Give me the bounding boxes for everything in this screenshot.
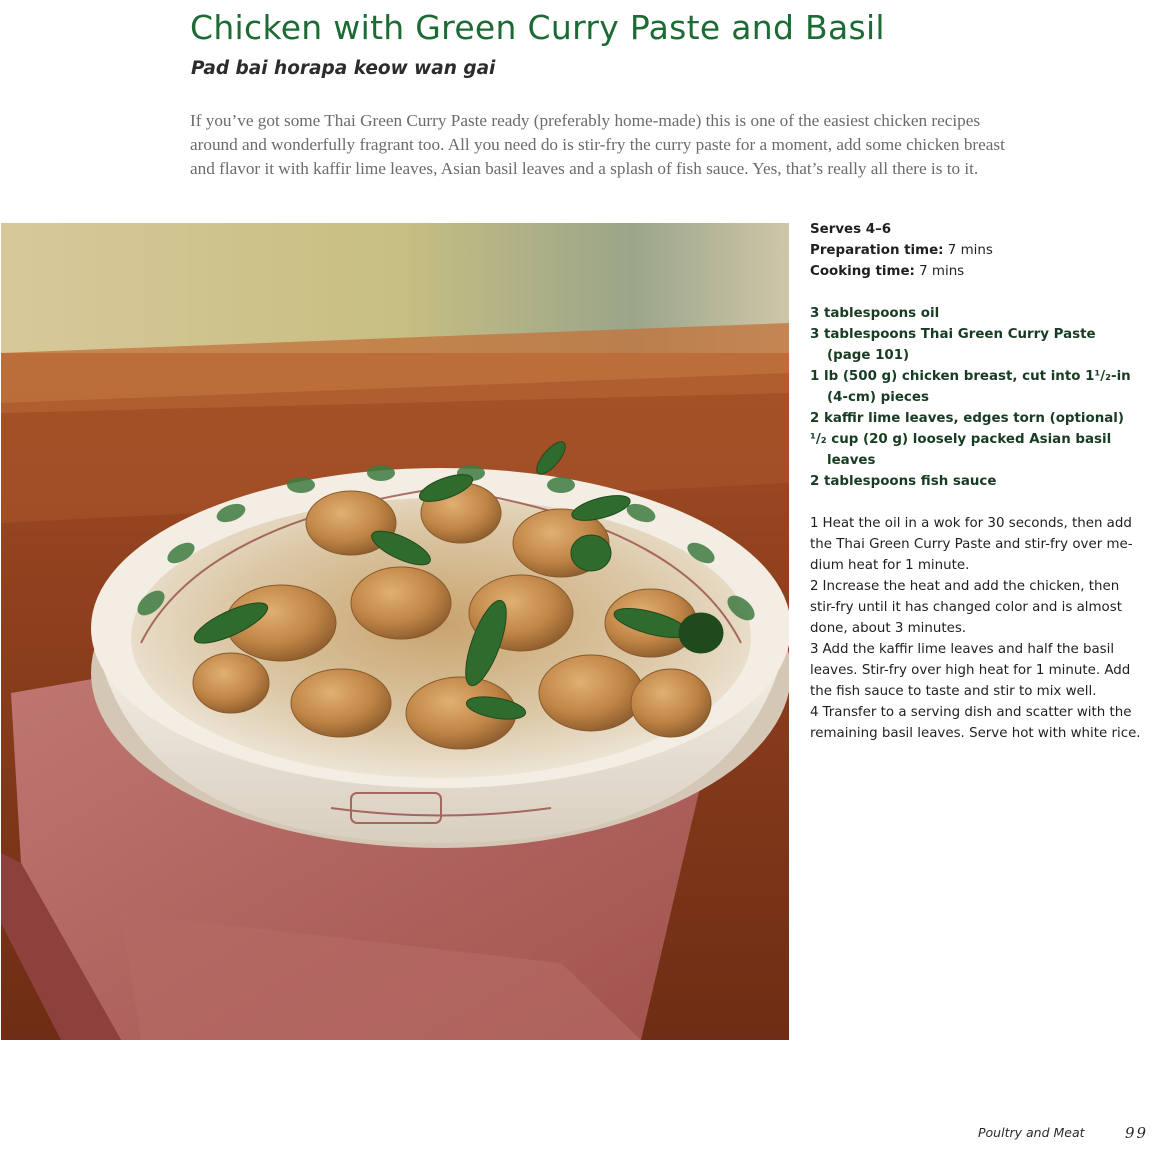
recipe-subtitle: Pad bai horapa keow wan gai <box>191 58 496 79</box>
recipe-title: Chicken with Green Curry Paste and Basil <box>190 8 885 47</box>
prep-time <box>810 240 1150 261</box>
prep-time-label: Preparation time: <box>810 243 944 258</box>
ingredient-line: 2 kaffir lime leaves, edges torn (optional) <box>810 411 1124 426</box>
dish-photo-icon <box>1 223 789 1040</box>
step-line: leaves. Stir-fry over high heat for 1 minute. Add <box>810 663 1131 678</box>
ingredient-line: 3 tablespoons oil <box>810 306 940 321</box>
footer-section-title: Poultry and Meat <box>978 1125 1085 1140</box>
ingredient-line: (page 101) <box>827 348 910 363</box>
step-line <box>810 513 1150 534</box>
method-step <box>810 639 1150 702</box>
ingredient-line: leaves <box>827 453 876 468</box>
intro-line: and flavor it with kaffir lime leaves, Asian basil leaves and a splash of fish sauce. Yes, that’s really all there is to it. <box>190 159 979 178</box>
method-steps <box>810 513 1150 744</box>
ingredient-item <box>810 429 1150 471</box>
step-number: 4 <box>810 705 819 720</box>
method-step <box>810 513 1150 576</box>
ingredient-item <box>810 366 1150 408</box>
step-text: Heat the oil in a wok for 30 seconds, then add <box>822 516 1132 531</box>
step-line: done, about 3 minutes. <box>810 621 967 636</box>
serves <box>810 219 1150 240</box>
ingredient-line: 1 lb (500 g) chicken breast, cut into 1¹/₂-in <box>810 369 1131 384</box>
dish-photo <box>1 223 789 1040</box>
step-line: stir-fry until it has changed color and is almost <box>810 600 1122 615</box>
step-line: remaining basil leaves. Serve hot with white rice. <box>810 726 1141 741</box>
step-line <box>810 576 1150 597</box>
step-line <box>810 702 1150 723</box>
step-text: Transfer to a serving dish and scatter with the <box>822 705 1132 720</box>
ingredient-item <box>810 471 1150 492</box>
ingredient-list <box>810 303 1150 492</box>
serves-text: Serves 4–6 <box>810 222 892 237</box>
step-number: 3 <box>810 642 819 657</box>
ingredient-line: (4-cm) pieces <box>827 390 929 405</box>
intro-line: If you’ve got some Thai Green Curry Paste ready (preferably home-made) this is one of the easiest chicken recipes <box>190 111 981 130</box>
ingredient-item <box>810 408 1150 429</box>
step-line <box>810 639 1150 660</box>
step-number: 2 <box>810 579 819 594</box>
step-text: Add the kaffir lime leaves and half the basil <box>822 642 1115 657</box>
ingredient-item <box>810 324 1150 366</box>
page-number: 99 <box>1125 1124 1149 1142</box>
recipe-intro <box>190 109 1090 181</box>
recipe-details <box>810 219 1150 744</box>
prep-time-value: 7 mins <box>947 243 993 258</box>
cook-time-label: Cooking time: <box>810 264 915 279</box>
step-text: Increase the heat and add the chicken, then <box>822 579 1120 594</box>
ingredient-line: ¹/₂ cup (20 g) loosely packed Asian basil <box>810 432 1112 447</box>
intro-line: around and wonderfully fragrant too. All you need do is stir-fry the curry paste for a moment, add some chicken breast <box>190 135 1005 154</box>
method-step <box>810 576 1150 639</box>
step-line: the Thai Green Curry Paste and stir-fry over me- <box>810 537 1133 552</box>
step-line: the fish sauce to taste and stir to mix well. <box>810 684 1097 699</box>
ingredient-line: 2 tablespoons fish sauce <box>810 474 997 489</box>
cook-time <box>810 261 1150 282</box>
ingredient-line: 3 tablespoons Thai Green Curry Paste <box>810 327 1096 342</box>
step-number: 1 <box>810 516 819 531</box>
cook-time-value: 7 mins <box>919 264 965 279</box>
ingredient-item <box>810 303 1150 324</box>
method-step <box>810 702 1150 744</box>
recipe-meta <box>810 219 1150 282</box>
step-line: dium heat for 1 minute. <box>810 558 970 573</box>
